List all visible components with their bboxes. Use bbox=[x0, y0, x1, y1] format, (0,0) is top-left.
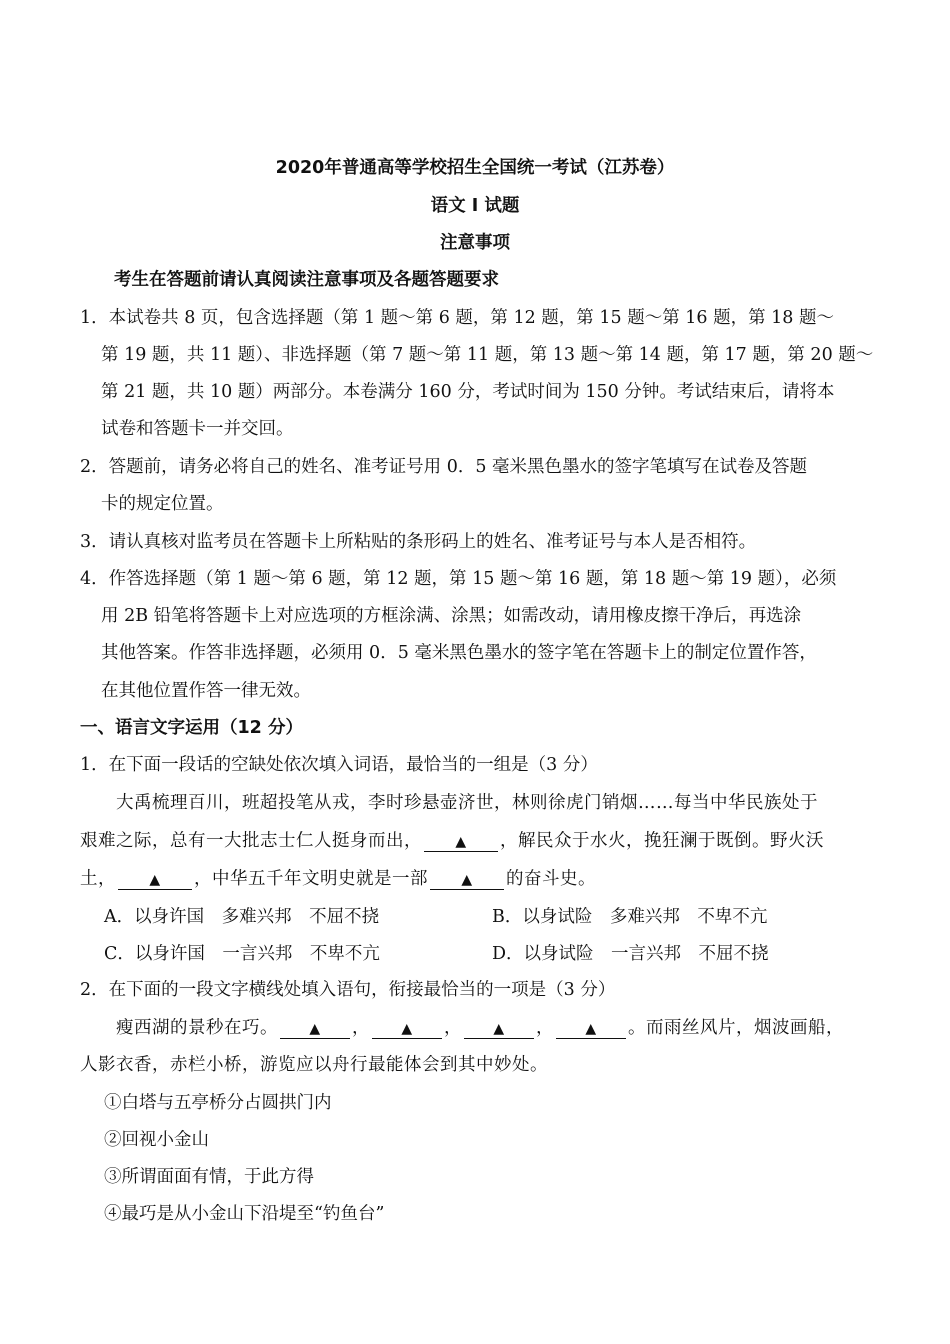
notice-1-line-3: 第 21 题，共 10 题）两部分。本卷满分 160 分，考试时间为 150 分钟。考试结束后，请将本 bbox=[101, 382, 835, 402]
exam-subtitle: 语文 I 试题 bbox=[430, 196, 520, 216]
q2-passage-text: 。而雨丝风片，烟波画船， bbox=[628, 1018, 844, 1038]
q1-option-b: B．以身试险 多难兴邦 不卑不亢 bbox=[492, 907, 768, 927]
q2-passage-line-2: 人影衣香，赤栏小桥，游览应以舟行最能体会到其中妙处。 bbox=[80, 1055, 548, 1075]
notice-1-line-2: 第 19 题，共 11 题）、非选择题（第 7 题～第 11 题，第 13 题～第 14 题，第 17 题，第 20 题～ bbox=[101, 345, 874, 365]
q1-passage-text: ，解民众于水火，挽狂澜于既倒。野火沃 bbox=[500, 831, 824, 851]
q2-item-3: ③所谓面面有情，于此方得 bbox=[104, 1167, 314, 1187]
q1-blank-3: ▲ bbox=[430, 871, 504, 890]
q1-blank-1: ▲ bbox=[424, 833, 498, 852]
q2-item-1: ①白塔与五亭桥分占圆拱门内 bbox=[104, 1093, 332, 1113]
q2-passage-text: 瘦西湖的景秒在巧。 bbox=[116, 1018, 278, 1038]
q1-option-c: C．以身许国 一言兴邦 不卑不亢 bbox=[104, 944, 380, 964]
notice-4-line-4: 在其他位置作答一律无效。 bbox=[101, 681, 311, 701]
notice-heading: 注意事项 bbox=[440, 233, 510, 253]
q1-option-a: A．以身许国 多难兴邦 不屈不挠 bbox=[104, 907, 380, 927]
notice-2-line-1: 2．答题前，请务必将自己的姓名、准考证号用 0．5 毫米黑色墨水的签字笔填写在试卷及答题 bbox=[80, 457, 808, 477]
exam-title: 2020年普通高等学校招生全国统一考试（江苏卷） bbox=[275, 158, 675, 178]
q2-blank-4: ▲ bbox=[556, 1020, 626, 1039]
q2-item-2: ②回视小金山 bbox=[104, 1130, 209, 1150]
q1-passage-line-1: 大禹梳理百川，班超投笔从戎，李时珍悬壶济世，林则徐虎门销烟……每当中华民族处于 bbox=[116, 793, 818, 813]
section-heading: 一、语言文字运用（12 分） bbox=[80, 718, 303, 738]
q1-option-d: D．以身试险 一言兴邦 不屈不挠 bbox=[492, 944, 769, 964]
q2-item-4: ④最巧是从小金山下沿堤至“钓鱼台” bbox=[104, 1204, 385, 1224]
q1-passage-text: 的奋斗史。 bbox=[506, 869, 596, 889]
notice-1-line-1: 1．本试卷共 8 页，包含选择题（第 1 题～第 6 题，第 12 题，第 15 题～第 16 题，第 18 题～ bbox=[80, 308, 834, 328]
notice-4-line-1: 4．作答选择题（第 1 题～第 6 题，第 12 题，第 15 题～第 16 题，第 18 题～第 19 题），必须 bbox=[80, 569, 837, 589]
notice-1-line-4: 试卷和答题卡一并交回。 bbox=[101, 419, 294, 439]
q2-blank-3: ▲ bbox=[464, 1020, 534, 1039]
notice-intro: 考生在答题前请认真阅读注意事项及各题答题要求 bbox=[114, 270, 499, 290]
q2-separator: ， bbox=[352, 1018, 370, 1038]
q1-blank-2: ▲ bbox=[118, 871, 192, 890]
q1-passage-line-2 bbox=[80, 829, 824, 853]
q2-stem: 2．在下面的一段文字横线处填入语句，衔接最恰当的一项是（3 分） bbox=[80, 980, 616, 1000]
q1-passage-text: ，中华五千年文明史就是一部 bbox=[194, 869, 428, 889]
q2-passage-line-1 bbox=[116, 1016, 844, 1040]
q2-blank-2: ▲ bbox=[372, 1020, 442, 1039]
q2-separator: ， bbox=[444, 1018, 462, 1038]
q1-passage-line-3 bbox=[80, 867, 596, 891]
q1-stem: 1．在下面一段话的空缺处依次填入词语，最恰当的一组是（3 分） bbox=[80, 755, 598, 775]
notice-4-line-3: 其他答案。作答非选择题，必须用 0．5 毫米黑色墨水的签字笔在答题卡上的制定位置作答， bbox=[101, 643, 817, 663]
q1-passage-text: 艰难之际，总有一大批志士仁人挺身而出， bbox=[80, 831, 422, 851]
notice-4-line-2: 用 2B 铅笔将答题卡上对应选项的方框涂满、涂黑；如需改动，请用橡皮擦干净后，再选涂 bbox=[101, 606, 802, 626]
notice-3-line-1: 3．请认真核对监考员在答题卡上所粘贴的条形码上的姓名、准考证号与本人是否相符。 bbox=[80, 532, 757, 552]
q2-blank-1: ▲ bbox=[280, 1020, 350, 1039]
q1-passage-text: 土， bbox=[80, 869, 116, 889]
notice-2-line-2: 卡的规定位置。 bbox=[101, 494, 224, 514]
q2-separator: ， bbox=[536, 1018, 554, 1038]
